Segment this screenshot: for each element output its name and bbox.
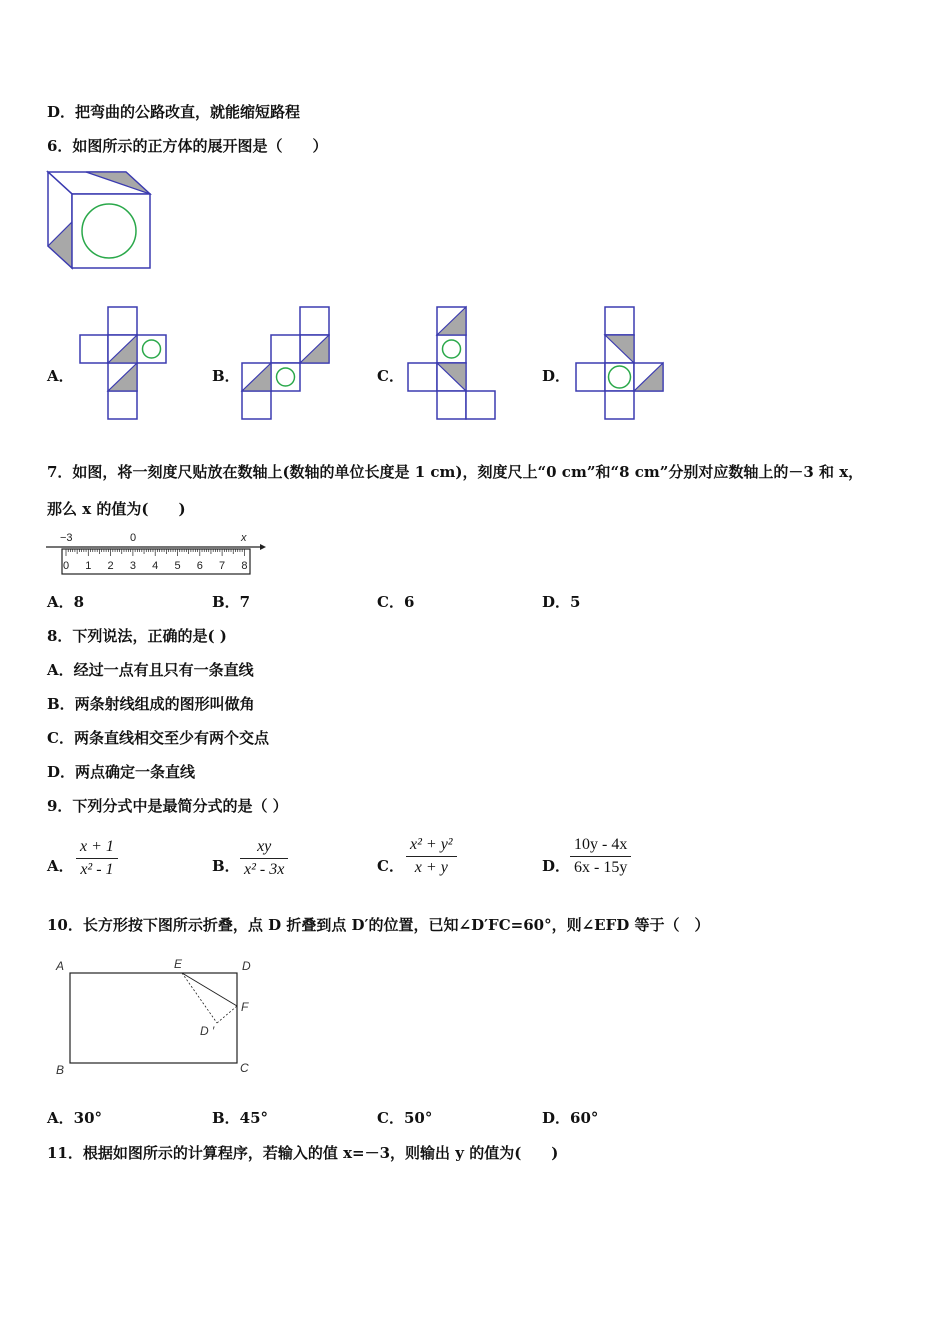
q10-option-c: C．50° bbox=[377, 1109, 433, 1127]
ruler-number-5: 5 bbox=[174, 560, 181, 572]
q10-option-b: B．45° bbox=[212, 1109, 269, 1127]
q7-stem-line2: 那么 x 的值为( ) bbox=[47, 500, 186, 518]
ruler-number-8: 8 bbox=[241, 560, 248, 572]
q10-rectangle-figure bbox=[50, 955, 270, 1080]
q9-fraction-c bbox=[406, 836, 457, 877]
q6-net-d bbox=[576, 305, 668, 420]
ruler-number-1: 1 bbox=[85, 560, 92, 572]
q8-option-b: B．两条射线组成的图形叫做角 bbox=[47, 695, 255, 713]
ruler-number-3: 3 bbox=[129, 560, 136, 572]
q10-option-d: D．60° bbox=[542, 1109, 599, 1127]
fraction-c-numerator: x² + y² bbox=[406, 836, 457, 857]
q10-option-a: A．30° bbox=[47, 1109, 103, 1127]
q8-option-a: A．经过一点有且只有一条直线 bbox=[47, 661, 254, 679]
ruler-number-0: 0 bbox=[62, 560, 70, 572]
q9-option-a-label: A． bbox=[47, 857, 74, 875]
ruler-number-2: 2 bbox=[107, 560, 114, 572]
q9-fraction-a bbox=[76, 838, 118, 879]
q9-option-c-label: C． bbox=[377, 857, 404, 875]
q6-cube-figure bbox=[46, 168, 154, 272]
q7-option-d: D．5 bbox=[542, 593, 581, 611]
axis-label-minus3: −3 bbox=[60, 532, 73, 544]
point-d-label: D bbox=[242, 959, 251, 973]
ruler-number-6: 6 bbox=[196, 560, 203, 572]
q6-option-c-label: C． bbox=[377, 367, 404, 385]
q9-stem: 9．下列分式中是最简分式的是（ ） bbox=[47, 797, 288, 815]
point-d-prime-label: D ′ bbox=[200, 1024, 215, 1038]
fraction-a-denominator: x² - 1 bbox=[80, 861, 114, 878]
point-b-label: B bbox=[56, 1063, 65, 1077]
point-e-label: E bbox=[174, 957, 183, 971]
q7-option-b: B．7 bbox=[212, 593, 251, 611]
q7-stem-line1: 7．如图，将一刻度尺贴放在数轴上(数轴的单位长度是 1 cm)，刻度尺上“0 cm”和“8 cm”分别对应数轴上的－3 和 x， bbox=[47, 463, 864, 481]
ruler-number-7: 7 bbox=[219, 560, 226, 572]
q10-stem: 10．长方形按下图所示折叠，点 D 折叠到点 D′的位置，已知∠D′FC=60°，则∠EFD 等于（ ） bbox=[47, 916, 710, 934]
ruler-number-4: 4 bbox=[152, 560, 159, 572]
q6-net-c bbox=[408, 305, 500, 420]
q6-option-b-label: B． bbox=[212, 367, 240, 385]
q6-stem: 6．如图所示的正方体的展开图是（ ） bbox=[47, 137, 328, 155]
point-f-label: F bbox=[241, 1000, 249, 1014]
point-a-label: A bbox=[56, 959, 65, 973]
q9-option-d-label: D． bbox=[542, 857, 571, 875]
q8-stem: 8．下列说法，正确的是( ) bbox=[47, 627, 227, 645]
q9-option-b-label: B． bbox=[212, 857, 240, 875]
q8-option-c: C．两条直线相交至少有两个交点 bbox=[47, 729, 269, 747]
axis-label-0: 0 bbox=[130, 532, 137, 544]
fraction-d-denominator: 6x - 15y bbox=[574, 859, 628, 876]
q7-option-a: A．8 bbox=[47, 593, 85, 611]
q6-option-d-label: D． bbox=[542, 367, 571, 385]
fraction-a-numerator: x + 1 bbox=[76, 838, 118, 859]
fraction-c-denominator: x + y bbox=[414, 859, 448, 876]
q6-net-b bbox=[242, 305, 334, 420]
q9-fraction-b bbox=[240, 838, 288, 879]
q5-option-d: D．把弯曲的公路改直，就能缩短路程 bbox=[47, 103, 301, 121]
q11-stem: 11．根据如图所示的计算程序，若输入的值 x=－3，则输出 y 的值为( ) bbox=[47, 1144, 559, 1162]
q7-number-line-ruler bbox=[44, 530, 268, 580]
q9-fraction-d bbox=[570, 836, 631, 877]
fraction-b-denominator: x² - 3x bbox=[244, 861, 285, 878]
fraction-b-numerator: xy bbox=[240, 838, 288, 859]
q6-option-a-label: A． bbox=[47, 367, 74, 385]
q6-net-a bbox=[80, 305, 170, 420]
axis-label-x: x bbox=[241, 532, 247, 544]
q8-option-d: D．两点确定一条直线 bbox=[47, 763, 196, 781]
fraction-d-numerator: 10y - 4x bbox=[570, 836, 631, 857]
point-c-label: C bbox=[240, 1061, 249, 1075]
q7-option-c: C．6 bbox=[377, 593, 415, 611]
